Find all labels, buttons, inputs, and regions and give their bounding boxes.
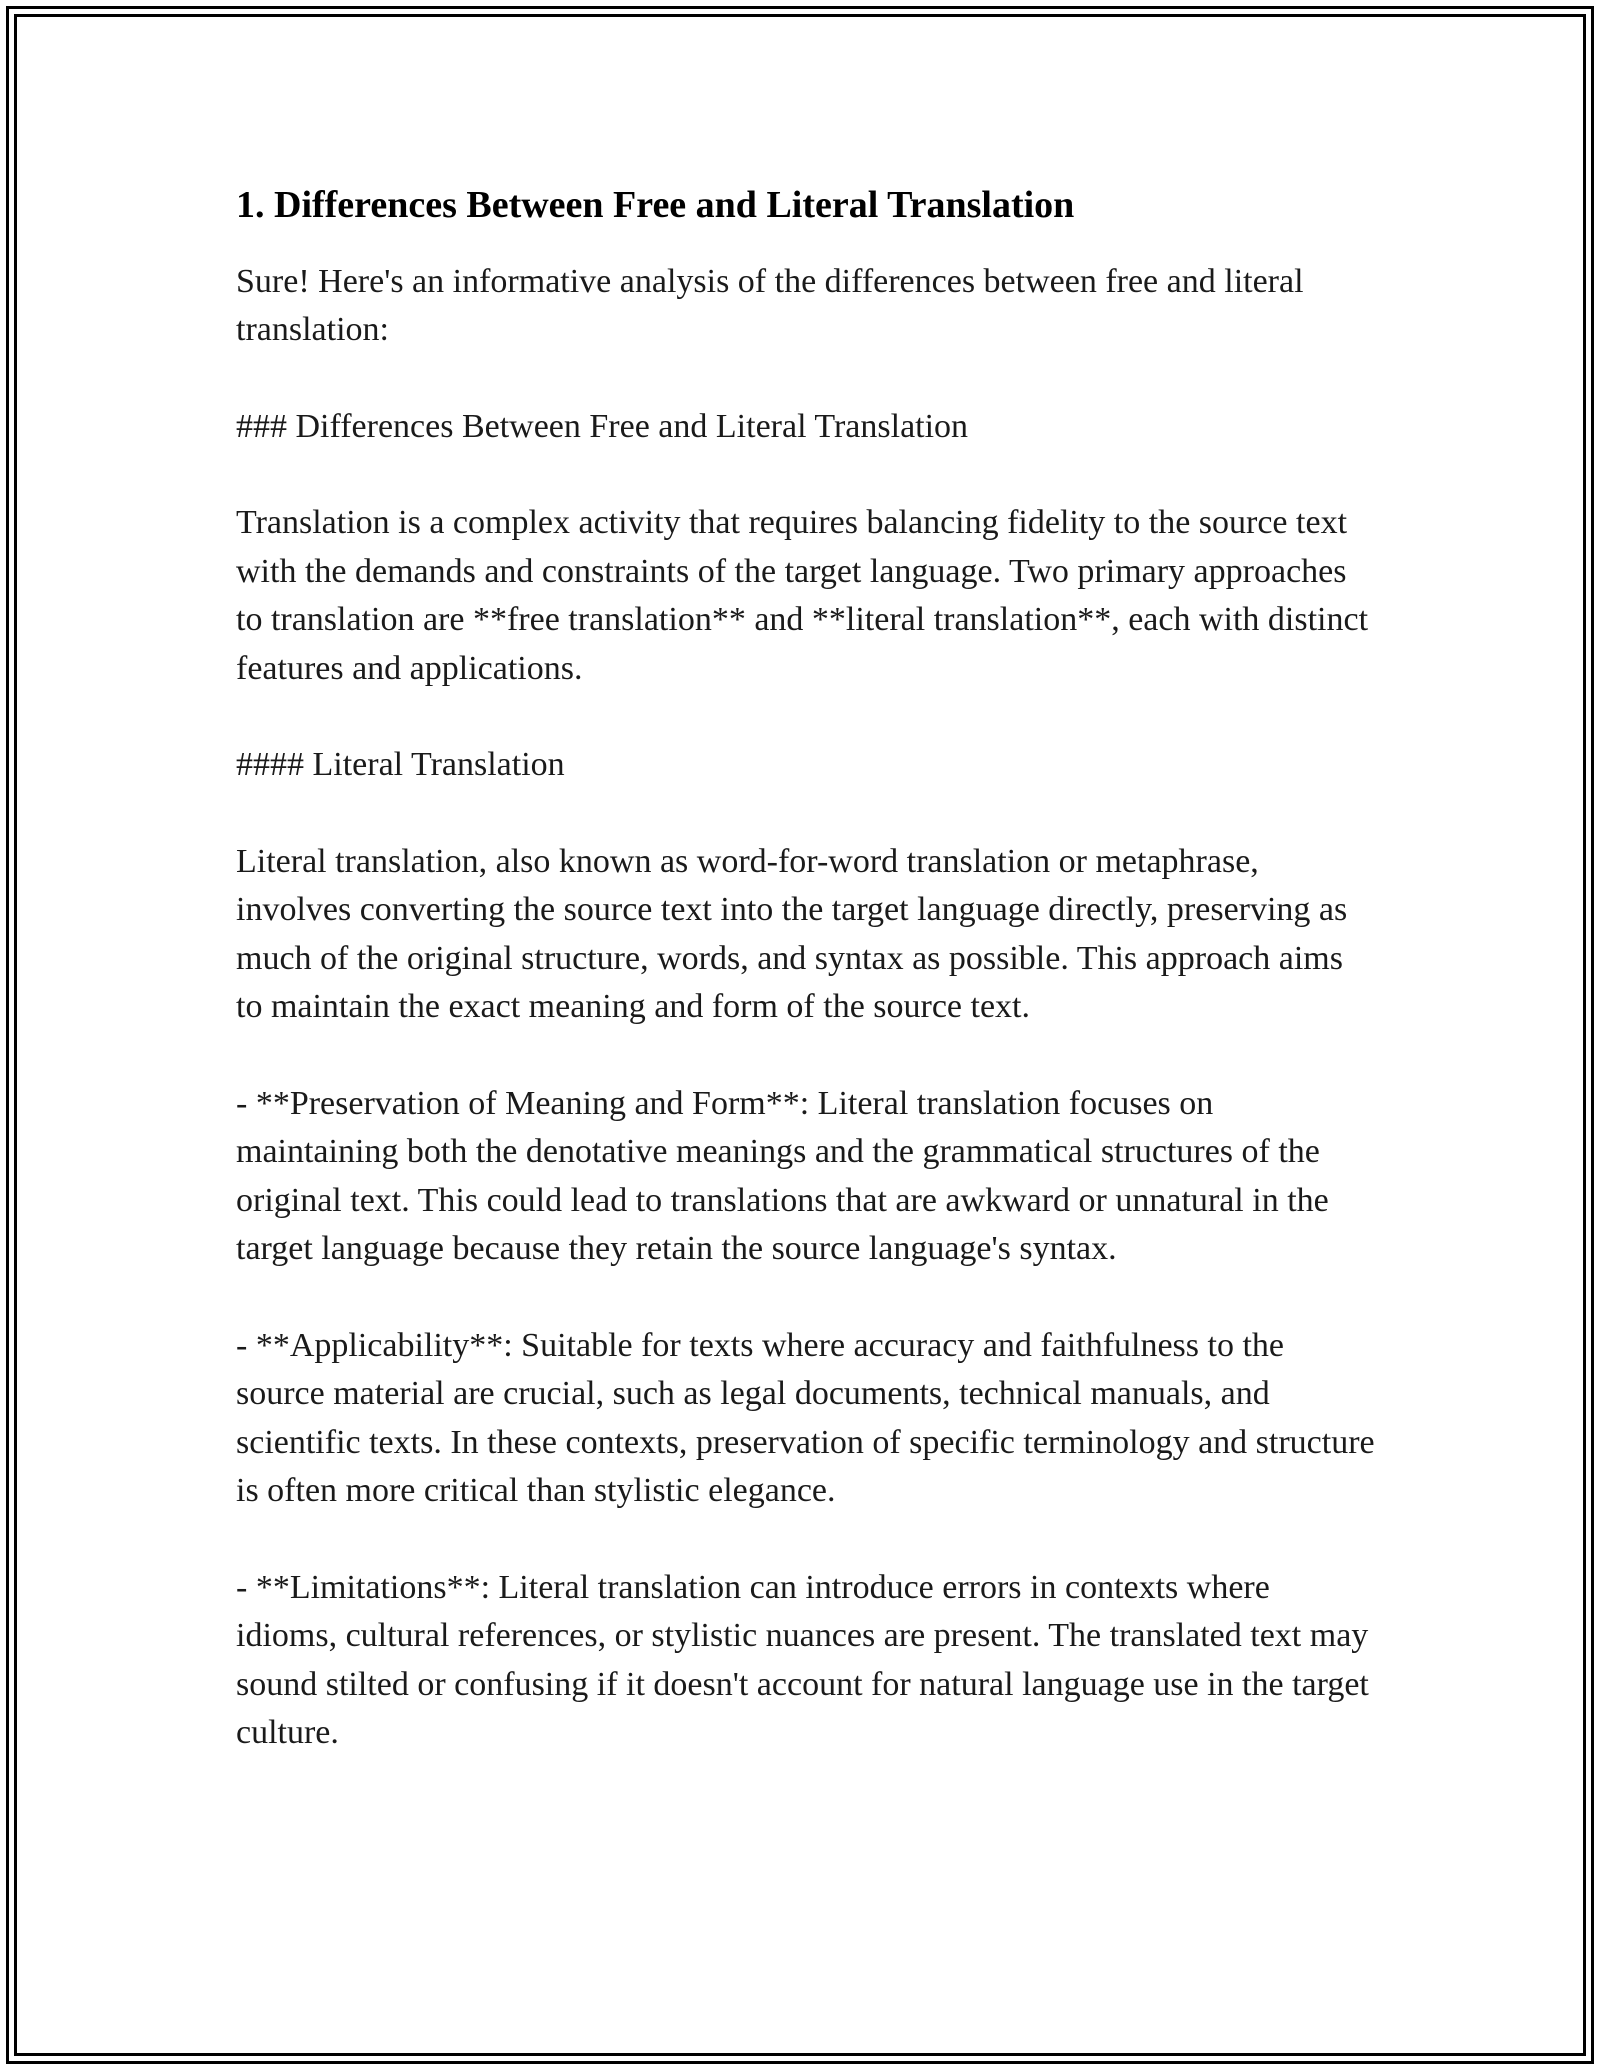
literal-translation-paragraph: Literal translation, also known as word-for-word translation or metaphrase, involves converting the source text into the target language directly, preserving as much of the original structure, words, and syntax as possible. This approach aims to maintain the exact meaning and form of the source text. xyxy=(236,842,1348,1025)
bullet-limitations: - **Limitations**: Literal translation can introduce errors in contexts where idioms, cultural references, or stylistic nuances are present. The translated text may sound stilted or confusing if it doesn't account for natural language use in the target culture. xyxy=(236,1568,1369,1751)
intro-paragraph: Sure! Here's an informative analysis of the differences between free and literal translation: xyxy=(236,262,1304,348)
section-heading-markdown: ### Differences Between Free and Literal Translation xyxy=(236,407,969,445)
bullet-applicability: - **Applicability**: Suitable for texts where accuracy and faithfulness to the source material are crucial, such as legal documents, technical manuals, and scientific texts. In these contexts, preservation of specific terminology and structure is often more critical than stylistic elegance. xyxy=(236,1326,1375,1509)
subsection-heading-markdown: #### Literal Translation xyxy=(236,746,565,783)
overview-paragraph: Translation is a complex activity that requires balancing fidelity to the source text with the demands and constraints of the target language. Two primary approaches to translation are **free translation** and **literal translation**, each with distinct features and applications. xyxy=(236,504,1369,687)
document-body xyxy=(236,182,1376,1806)
bullet-preservation: - **Preservation of Meaning and Form**: Literal translation focuses on maintaining both the denotative meanings and the grammatical structures of the original text. This could lead to translations that are awkward or unnatural in the target language because they retain the source language's syntax. xyxy=(236,1084,1329,1267)
document-title: 1. Differences Between Free and Literal Translation xyxy=(236,184,1075,226)
